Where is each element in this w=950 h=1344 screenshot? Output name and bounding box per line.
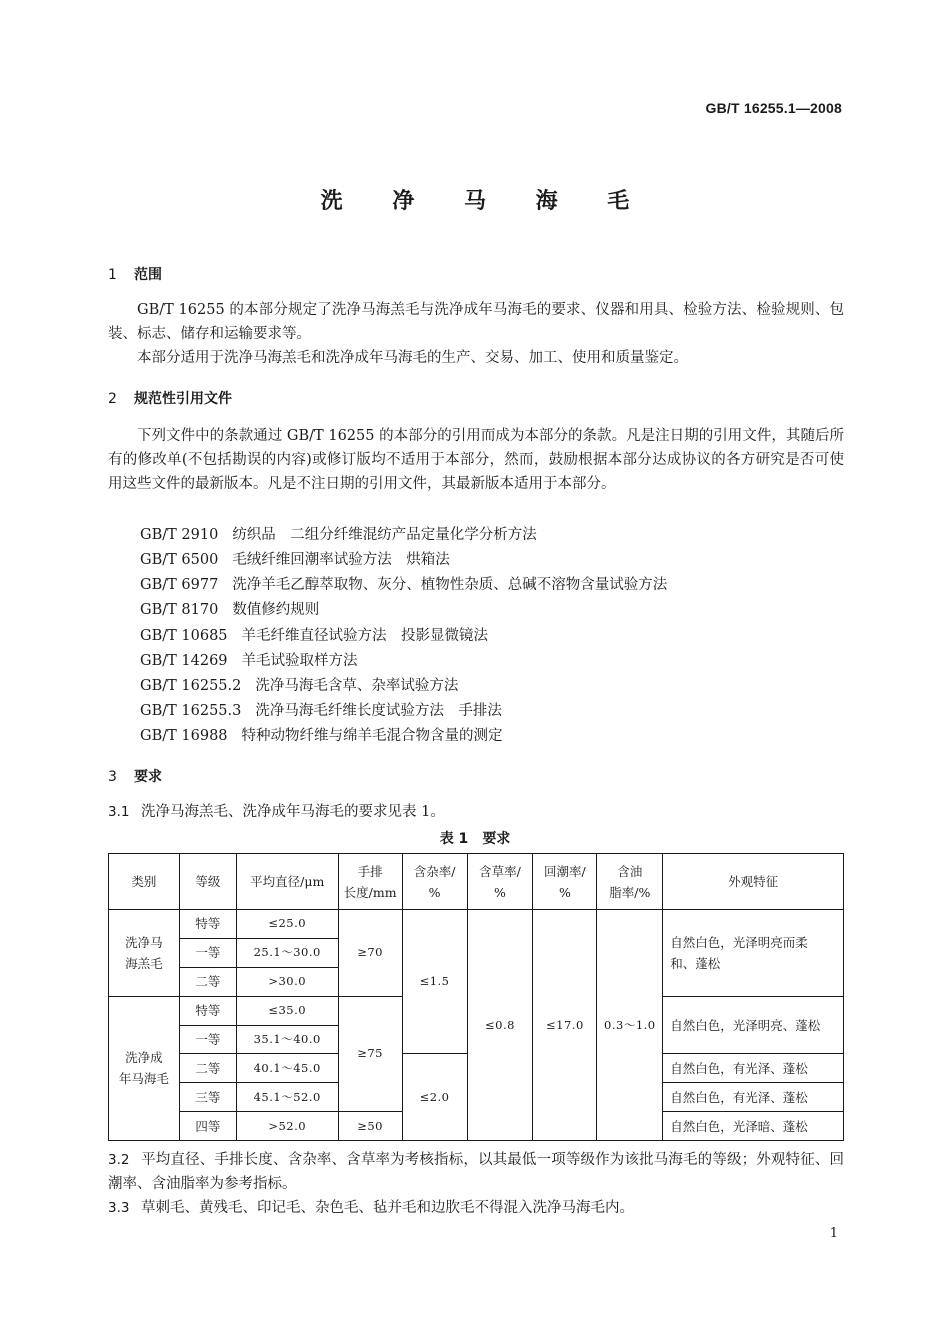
diameter-cell: 25.1～30.0	[236, 938, 338, 967]
section-1-paragraph-1: GB/T 16255 的本部分规定了洗净马海羔毛与洗净成年马海毛的要求、仪器和用具、检验方法、检验规则、包装、标志、储存和运输要求等。	[108, 302, 844, 342]
requirements-table	[108, 853, 844, 1141]
clause-text: 草刺毛、黄残毛、印记毛、杂色毛、毡并毛和边肷毛不得混入洗净马海毛内。	[141, 1200, 634, 1216]
section-2-heading	[108, 388, 232, 408]
clause-3-2	[108, 1148, 844, 1196]
header-line: 手排	[357, 863, 383, 879]
length-cell: ≥75	[338, 996, 402, 1112]
header-line: 回潮率/	[544, 863, 586, 879]
section-1-paragraph-2: 本部分适用于洗净马海羔毛和洗净成年马海毛的生产、交易、加工、使用和质量鉴定。	[137, 350, 688, 366]
category-cell	[109, 996, 180, 1140]
impurity-cell: ≤1.5	[402, 910, 467, 1054]
section-title: 范围	[134, 267, 162, 283]
reference-item	[140, 548, 450, 572]
document-title: 洗 净 马 海 毛	[320, 189, 651, 214]
clause-text: 平均直径、手排长度、含杂率、含草率为考核指标，以其最低一项等级作为该批马海毛的等级；外观特征、回潮率、含油脂率为参考指标。	[108, 1152, 844, 1192]
length-cell: ≥70	[338, 910, 402, 997]
header-line: %	[558, 884, 571, 900]
grade-cell: 一等	[179, 938, 236, 967]
appearance-cell: 自然白色，光泽暗、蓬松	[663, 1112, 844, 1141]
appearance-line: 自然白色，光泽明亮而柔	[670, 934, 808, 950]
appearance-cell: 自然白色，光泽明亮、蓬松	[663, 996, 844, 1054]
diameter-cell: 45.1～52.0	[236, 1083, 338, 1112]
section-title: 要求	[134, 769, 162, 785]
header-line: 含草率/	[479, 863, 521, 879]
header-grease	[597, 854, 663, 910]
header-category: 类别	[109, 854, 180, 910]
clause-3-1	[108, 800, 844, 824]
diameter-cell: 35.1～40.0	[236, 1025, 338, 1054]
header-length	[338, 854, 402, 910]
reference-title: 数值修约规则	[232, 602, 320, 618]
section-title: 规范性引用文件	[134, 391, 232, 407]
header-regain	[533, 854, 597, 910]
reference-code: GB/T 10685	[140, 628, 228, 644]
diameter-cell: >52.0	[236, 1112, 338, 1141]
diameter-cell: >30.0	[236, 967, 338, 996]
reference-item	[140, 624, 488, 648]
table-caption-label: 表 1	[439, 831, 469, 847]
reference-item	[140, 674, 458, 698]
reference-code: GB/T 2910	[140, 527, 219, 543]
section-number: 2	[108, 391, 117, 407]
header-grass	[467, 854, 533, 910]
section-1-heading	[108, 264, 162, 284]
reference-title: 洗净羊毛乙醇萃取物、灰分、植物性杂质、总碱不溶物含量试验方法	[232, 577, 668, 593]
grease-cell: 0.3～1.0	[597, 910, 663, 1141]
header-diameter: 平均直径/μm	[236, 854, 338, 910]
section-3-heading	[108, 766, 162, 786]
grade-cell: 二等	[179, 967, 236, 996]
reference-item	[140, 699, 502, 723]
reference-item	[140, 598, 319, 622]
header-line: %	[494, 884, 506, 900]
table-caption	[0, 828, 950, 848]
appearance-cell: 自然白色，有光泽、蓬松	[663, 1054, 844, 1083]
impurity-cell: ≤2.0	[402, 1054, 467, 1141]
header-line: %	[428, 884, 441, 900]
reference-code: GB/T 6500	[140, 552, 219, 568]
section-2-intro: 下列文件中的条款通过 GB/T 16255 的本部分的引用而成为本部分的条款。凡是注日期的引用文件，其随后所有的修改单(不包括勘误的内容)或修订版均不适用于本部分，然而，鼓励根据本部分达成协议的各方研究是否可使用这些文件的最新版本。凡是不注日期的引用文件，其最新版本适用于本部分。	[108, 428, 844, 492]
reference-title: 洗净马海毛纤维长度试验方法 手排法	[255, 703, 502, 719]
grass-cell: ≤0.8	[467, 910, 533, 1141]
reference-title: 特种动物纤维与绵羊毛混合物含量的测定	[241, 728, 503, 744]
length-cell: ≥50	[338, 1112, 402, 1141]
regain-cell: ≤17.0	[533, 910, 597, 1141]
category-line: 年马海毛	[118, 1071, 169, 1087]
reference-code: GB/T 16255.2	[140, 678, 242, 694]
header-appearance: 外观特征	[663, 854, 844, 910]
table-caption-title: 要求	[482, 831, 511, 847]
reference-item	[140, 573, 667, 597]
reference-code: GB/T 16988	[140, 728, 228, 744]
reference-title: 洗净马海毛含草、杂率试验方法	[255, 678, 459, 694]
table-header-row	[109, 854, 844, 910]
grade-cell: 一等	[179, 1025, 236, 1054]
reference-code: GB/T 14269	[140, 653, 228, 669]
header-line: 含杂率/	[413, 863, 456, 879]
page-number: 1	[829, 1226, 838, 1241]
reference-code: GB/T 6977	[140, 577, 219, 593]
clause-text: 洗净马海羔毛、洗净成年马海毛的要求见表 1。	[141, 804, 445, 820]
reference-code: GB/T 8170	[140, 602, 219, 618]
grade-cell: 特等	[179, 910, 236, 939]
appearance-line: 和、蓬松	[670, 955, 721, 971]
header-line: 长度/mm	[343, 884, 397, 900]
reference-title: 羊毛纤维直径试验方法 投影显微镜法	[241, 628, 489, 644]
grade-cell: 特等	[179, 996, 236, 1025]
header-grade: 等级	[179, 854, 236, 910]
section-number: 3	[108, 769, 117, 785]
grade-cell: 三等	[179, 1083, 236, 1112]
clause-3-3	[108, 1196, 844, 1220]
diameter-cell: ≤25.0	[236, 910, 338, 939]
reference-item	[140, 724, 503, 748]
reference-item	[140, 523, 537, 547]
category-line: 洗净马	[125, 934, 163, 950]
clause-number: 3.2	[108, 1152, 130, 1168]
header-line: 含油	[617, 863, 643, 879]
grade-cell: 四等	[179, 1112, 236, 1141]
clause-number: 3.3	[108, 1200, 130, 1216]
appearance-cell	[663, 910, 844, 997]
grade-cell: 二等	[179, 1054, 236, 1083]
reference-title: 羊毛试验取样方法	[241, 653, 358, 669]
reference-code: GB/T 16255.3	[140, 703, 242, 719]
diameter-cell: ≤35.0	[236, 996, 338, 1025]
category-line: 洗净成	[125, 1050, 163, 1066]
clause-number: 3.1	[108, 804, 130, 820]
table-row	[109, 910, 844, 939]
section-number: 1	[108, 267, 117, 283]
category-cell	[109, 910, 180, 997]
diameter-cell: 40.1～45.0	[236, 1054, 338, 1083]
reference-title: 毛绒纤维回潮率试验方法 烘箱法	[232, 552, 450, 568]
appearance-cell: 自然白色，有光泽、蓬松	[663, 1083, 844, 1112]
reference-title: 纺织品 二组分纤维混纺产品定量化学分析方法	[232, 527, 537, 543]
header-impurity	[402, 854, 467, 910]
standard-number: GB/T 16255.1—2008	[705, 100, 842, 116]
reference-item	[140, 649, 358, 673]
category-line: 海羔毛	[125, 955, 163, 971]
header-line: 脂率/%	[609, 884, 651, 900]
